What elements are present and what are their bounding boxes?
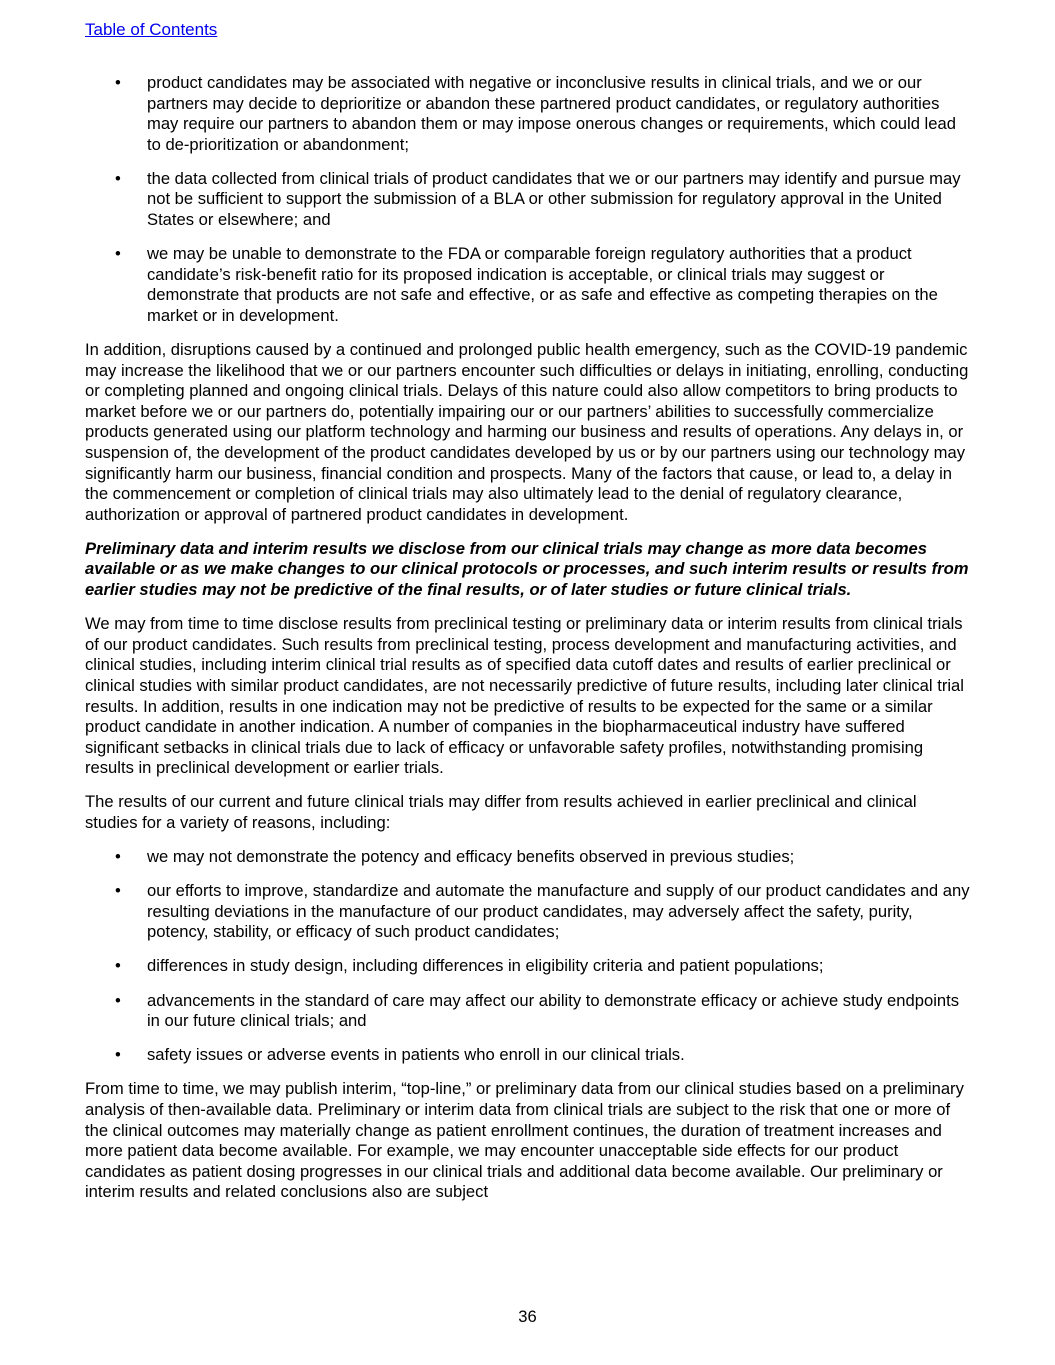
risk-list-1 bbox=[85, 73, 973, 327]
paragraph-interim-data: From time to time, we may publish interim, “top-line,” or preliminary data from our clinical studies based on a preliminary analysis of then-available data. Preliminary or interim data from clinical trials are subject to the risk that one or more of the clinical outcomes may materially change as patient enrollment continues, the duration of treatment increases and more patient data become available. For example, we may encounter unacceptable side effects for our product candidates as patient dosing progresses in our clinical trials and additional data become available. Our preliminary or interim results and related conclusions also are subject bbox=[85, 1079, 964, 1202]
list-item bbox=[85, 1045, 973, 1066]
list-item bbox=[85, 991, 973, 1032]
list-item-text: product candidates may be associated with negative or inconclusive results in clinical trials, and we or our partners may decide to deprioritize or abandon these partnered product candidates, or regulatory authorities may require our partners to abandon them or may impose onerous changes or requirements, which could lead to de-prioritization or abandonment; bbox=[147, 73, 956, 154]
list-item-text: we may not demonstrate the potency and efficacy benefits observed in previous studies; bbox=[147, 847, 795, 867]
paragraph-results-differ: The results of our current and future clinical trials may differ from results achieved in earlier preclinical and clinical studies for a variety of reasons, including: bbox=[85, 792, 917, 832]
bullet-icon: • bbox=[115, 73, 121, 92]
paragraph-preliminary-results: We may from time to time disclose results from preclinical testing or preliminary data or interim results from clinical trials of our product candidates. Such results from preclinical testing, process development and manufacturing activities, and clinical studies, including interim clinical trial results as of specified data cutoff dates and results of earlier preclinical or clinical studies with similar product candidates, are not necessarily predictive of future results, including later clinical trial results. In addition, results in one indication may not be predictive of results to be expected for the same or a similar product candidate in another indication. A number of companies in the biopharmaceutical industry have suffered significant setbacks in clinical trials due to lack of efficacy or unfavorable safety profiles, notwithstanding promising results in preclinical development or earlier trials. bbox=[85, 614, 964, 778]
bullet-icon: • bbox=[115, 956, 121, 976]
table-of-contents-link[interactable]: Table of Contents bbox=[85, 20, 218, 39]
page-number: 36 bbox=[518, 1307, 537, 1326]
reasons-list bbox=[85, 847, 973, 1066]
list-item bbox=[85, 244, 973, 326]
bullet-icon: • bbox=[115, 1045, 121, 1065]
bullet-icon: • bbox=[115, 881, 121, 901]
list-item bbox=[85, 847, 973, 868]
section-heading-preliminary-data: Preliminary data and interim results we disclose from our clinical trials may change as more data becomes available or as we make changes to our clinical protocols or processes, and such interim results or results from earlier studies may not be predictive of the final results, or of later studies or future clinical trials. bbox=[85, 538, 969, 600]
document-body bbox=[85, 73, 973, 1216]
list-item-text: our efforts to improve, standardize and automate the manufacture and supply of our product candidates and any resulting deviations in the manufacture of our product candidates, may adversely affect the safety, purity, potency, stability, or efficacy of such product candidates; bbox=[147, 881, 970, 942]
list-item bbox=[85, 73, 973, 155]
bullet-icon: • bbox=[115, 847, 121, 867]
list-item-text: differences in study design, including differences in eligibility criteria and patient populations; bbox=[147, 956, 824, 976]
bullet-icon: • bbox=[115, 990, 121, 1010]
list-item-text: advancements in the standard of care may affect our ability to demonstrate efficacy or achieve study endpoints in our future clinical trials; and bbox=[147, 990, 960, 1031]
bullet-icon: • bbox=[115, 244, 121, 264]
list-item bbox=[85, 169, 973, 231]
bullet-icon: • bbox=[115, 168, 121, 188]
list-item-text: safety issues or adverse events in patients who enroll in our clinical trials. bbox=[147, 1045, 685, 1065]
list-item-text: the data collected from clinical trials of product candidates that we or our partners may identify and pursue may not be sufficient to support the submission of a BLA or other submission for regulatory approval in the United States or elsewhere; and bbox=[147, 168, 961, 230]
list-item bbox=[85, 881, 973, 943]
list-item-text: we may be unable to demonstrate to the FDA or comparable foreign regulatory authorities that a product candidate’s risk-benefit ratio for its proposed indication is acceptable, or clinical trials may suggest or demonstrate that products are not safe and effective, or as safe and effective as competing therapies on the market or in development. bbox=[147, 244, 938, 325]
list-item bbox=[85, 956, 973, 977]
paragraph-covid-disruptions: In addition, disruptions caused by a continued and prolonged public health emergency, such as the COVID-19 pandemic may increase the likelihood that we or our partners encounter such difficulties or delays in initiating, enrolling, conducting or completing planned and ongoing clinical trials. Delays of this nature could also allow competitors to bring products to market before we or our partners do, potentially impairing our or our partners’ abilities to successfully commercialize products generated using our platform technology and harming our business and results of operations. Any delays in, or suspension of, the development of the product candidates developed by us or by our partners using our technology may significantly harm our business, financial condition and prospects. Many of the factors that cause, or lead to, a delay in the commencement or completion of clinical trials may also ultimately lead to the denial of regulatory clearance, authorization or approval of partnered product candidates in development. bbox=[85, 340, 969, 524]
